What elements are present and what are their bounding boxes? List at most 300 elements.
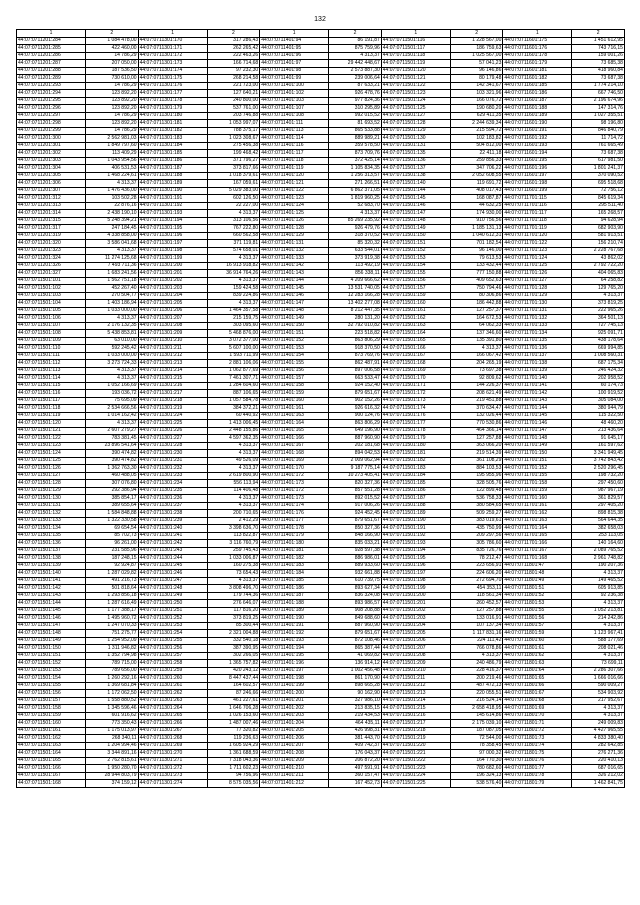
cadastral-number-cell: 44:07:0711501:143 bbox=[17, 592, 86, 600]
cadastral-value-cell: 8 447 437,44 bbox=[207, 675, 260, 683]
cadastral-value-cell: 1 311 946,82 bbox=[86, 645, 139, 653]
cadastral-value-cell: 602 126,50 bbox=[207, 195, 260, 203]
cadastral-value-cell: 4 313,37 bbox=[572, 292, 625, 300]
cadastral-value-cell: 438 178,64 bbox=[572, 337, 625, 345]
cadastral-number-cell: 44:07:0711301:179 bbox=[138, 105, 207, 113]
cadastral-number-cell: 44:07:0711401:128 bbox=[260, 225, 329, 233]
cadastral-value-cell: 187 536,50 bbox=[86, 67, 139, 75]
cadastral-value-cell: 846 840,79 bbox=[572, 127, 625, 135]
cadastral-value-cell: 897 006,58 bbox=[329, 367, 382, 375]
cadastral-value-cell: 147 314,76 bbox=[572, 105, 625, 113]
cadastral-value-cell: 14 786,29 bbox=[86, 82, 139, 90]
cadastral-value-cell: 80 179,48 bbox=[450, 75, 503, 83]
cadastral-value-cell: 219 451,88 bbox=[450, 397, 503, 405]
cadastral-value-cell: 85 320,32 bbox=[329, 240, 382, 248]
cadastral-number-cell: 44:07:0711601:186 bbox=[503, 90, 572, 98]
table-row bbox=[17, 225, 625, 233]
cadastral-value-cell: 695 518,68 bbox=[572, 180, 625, 188]
cadastral-value-cell: 168 087,87 bbox=[450, 195, 503, 203]
cadastral-value-cell: 1 175 013,97 bbox=[86, 727, 139, 735]
cadastral-value-cell: 44 632,25 bbox=[450, 202, 503, 210]
cadastral-number-cell: 44:07:0711501:177 bbox=[381, 420, 450, 428]
table-row bbox=[17, 540, 625, 548]
cadastral-value-cell: 487 472,13 bbox=[450, 682, 503, 690]
cadastral-value-cell: 223 656,91 bbox=[450, 562, 503, 570]
cadastral-value-cell: 1 062 877,69 bbox=[207, 367, 260, 375]
cadastral-value-cell: 133 432,44 bbox=[450, 262, 503, 270]
cadastral-number-cell: 44:07:0711401:144 bbox=[260, 277, 329, 285]
cadastral-number-cell: 44:07:0711601:198 bbox=[503, 180, 572, 188]
cadastral-value-cell: 72 544,00 bbox=[450, 735, 503, 743]
cadastral-value-cell: 3 808 496,70 bbox=[207, 585, 260, 593]
table-row bbox=[17, 82, 625, 90]
cadastral-number-cell: 44:07:0711701:119 bbox=[503, 225, 572, 233]
table-row bbox=[17, 630, 625, 638]
cadastral-value-cell: 767 222,80 bbox=[207, 225, 260, 233]
cadastral-value-cell: 406 531,53 bbox=[86, 165, 139, 173]
cadastral-number-cell: 44:07:0711501:136 bbox=[381, 157, 450, 165]
cadastral-value-cell: 389 655,64 bbox=[86, 502, 139, 510]
cadastral-value-cell: 617 981,50 bbox=[572, 157, 625, 165]
table-row bbox=[17, 232, 625, 240]
cadastral-value-cell: 873 769,76 bbox=[329, 352, 382, 360]
cadastral-number-cell: 44:07:0711301:242 bbox=[138, 540, 207, 548]
cadastral-value-cell: 1 057 584,78 bbox=[207, 397, 260, 405]
cadastral-value-cell: 1 345 596,46 bbox=[86, 705, 139, 713]
cadastral-value-cell: 879 651,67 bbox=[329, 630, 382, 638]
cadastral-value-cell: 43 862,02 bbox=[572, 255, 625, 263]
cadastral-value-cell: 133 016,91 bbox=[450, 615, 503, 623]
table-row bbox=[17, 367, 625, 375]
table-row bbox=[17, 600, 625, 608]
cadastral-number-cell: 44:07:0711301:235 bbox=[138, 487, 207, 495]
cadastral-value-cell: 1 033 000,00 bbox=[86, 307, 139, 315]
cadastral-value-cell: 4 313,37 bbox=[207, 465, 260, 473]
cadastral-number-cell: 44:07:0711801:59 bbox=[503, 630, 572, 638]
cadastral-value-cell: 4 597 362,35 bbox=[207, 435, 260, 443]
cadastral-value-cell: 1 801 241,37 bbox=[572, 165, 625, 173]
cadastral-value-cell: 418 960,84 bbox=[572, 67, 625, 75]
table-row bbox=[17, 345, 625, 353]
cadastral-number-cell: 44:07:0711701:131 bbox=[503, 307, 572, 315]
cadastral-number-cell: 44:07:0711401:95 bbox=[260, 45, 329, 53]
cadastral-value-cell: 863 806,29 bbox=[329, 337, 382, 345]
cadastral-number-cell: 44:07:0711501:217 bbox=[381, 720, 450, 728]
cadastral-value-cell: 164 672,53 bbox=[450, 315, 503, 323]
cadastral-value-cell: 190 680,20 bbox=[450, 105, 503, 113]
cadastral-value-cell: 1 362 763,30 bbox=[86, 465, 139, 473]
cadastral-number-cell: 44:07:0711401:173 bbox=[260, 495, 329, 503]
cadastral-value-cell: 924 152,40 bbox=[329, 382, 382, 390]
cadastral-number-cell: 44:07:0711301:170 bbox=[138, 37, 207, 45]
cadastral-value-cell: 1 369 681,84 bbox=[86, 682, 139, 690]
table-row bbox=[17, 652, 625, 660]
cadastral-value-cell: 208 021,46 bbox=[572, 645, 625, 653]
cadastral-value-cell: 1 487 007,46 bbox=[207, 720, 260, 728]
cadastral-number-cell: 44:07:0711301:211 bbox=[138, 345, 207, 353]
cadastral-value-cell: 452 267,40 bbox=[86, 285, 139, 293]
cadastral-number-cell: 44:07:0711501:103 bbox=[17, 292, 86, 300]
cadastral-number-cell: 44:07:0711501:185 bbox=[381, 480, 450, 488]
cadastral-value-cell: 223 518,82 bbox=[329, 330, 382, 338]
cadastral-value-cell: 208 621,49 bbox=[450, 390, 503, 398]
cadastral-value-cell: 404 065,83 bbox=[572, 270, 625, 278]
cadastral-number-cell: 44:07:0711401:132 bbox=[260, 247, 329, 255]
cadastral-number-cell: 44:07:0711501:125 bbox=[17, 457, 86, 465]
cadastral-number-cell: 44:07:0711301:172 bbox=[138, 52, 207, 60]
cadastral-number-cell: 44:07:0711801:57 bbox=[503, 622, 572, 630]
cadastral-value-cell: 127 257,88 bbox=[450, 435, 503, 443]
cadastral-number-cell: 44:07:0711301:254 bbox=[138, 630, 207, 638]
cadastral-number-cell: 44:07:0711401:195 bbox=[260, 652, 329, 660]
cadastral-number-cell: 44:07:0711501:131 bbox=[381, 142, 450, 150]
cadastral-value-cell: 271 266,51 bbox=[329, 180, 382, 188]
cadastral-value-cell: 987 967,19 bbox=[572, 487, 625, 495]
table-row bbox=[17, 577, 625, 585]
cadastral-number-cell: 44:07:0711401:182 bbox=[260, 555, 329, 563]
cadastral-value-cell: 123 892,20 bbox=[86, 120, 139, 128]
cadastral-number-cell: 44:07:0711301:180 bbox=[138, 112, 207, 120]
cadastral-value-cell: 4 313,37 bbox=[207, 495, 260, 503]
cadastral-value-cell: 270 504,77 bbox=[86, 292, 139, 300]
cadastral-value-cell: 200 219,46 bbox=[450, 675, 503, 683]
cadastral-number-cell: 44:07:0711501:188 bbox=[381, 502, 450, 510]
cadastral-value-cell: 601 916,62 bbox=[86, 712, 139, 720]
cadastral-value-cell: 303 095,60 bbox=[207, 322, 260, 330]
cadastral-number-cell: 44:07:0711801:74 bbox=[503, 742, 572, 750]
cadastral-number-cell: 44:07:0711501:167 bbox=[381, 352, 450, 360]
cadastral-value-cell: 103 321,96 bbox=[450, 90, 503, 98]
cadastral-number-cell: 44:07:0711401:210 bbox=[260, 765, 329, 773]
cadastral-value-cell: 8 575 035,56 bbox=[207, 780, 260, 788]
cadastral-number-cell: 44:07:0711301:252 bbox=[138, 615, 207, 623]
table-row bbox=[17, 292, 625, 300]
cadastral-value-cell: 166 067,42 bbox=[450, 352, 503, 360]
cadastral-number-cell: 44:07:0711701:161 bbox=[503, 502, 572, 510]
cadastral-value-cell: 253 113,05 bbox=[572, 532, 625, 540]
cadastral-number-cell: 44:07:0711801:72 bbox=[503, 727, 572, 735]
cadastral-number-cell: 44:07:0711601:187 bbox=[503, 97, 572, 105]
cadastral-value-cell: 849 688,60 bbox=[329, 615, 382, 623]
cadastral-number-cell: 44:07:0711501:196 bbox=[381, 562, 450, 570]
cadastral-value-cell: 382 658,03 bbox=[572, 525, 625, 533]
cadastral-number-cell: 44:07:0711201:289 bbox=[17, 75, 86, 83]
table-row bbox=[17, 60, 625, 68]
cadastral-value-cell: 385 854,17 bbox=[86, 495, 139, 503]
cadastral-number-cell: 44:07:0711501:201 bbox=[381, 600, 450, 608]
cadastral-value-cell: 262 265,42 bbox=[207, 45, 260, 53]
cadastral-number-cell: 44:07:0711501:159 bbox=[381, 292, 450, 300]
table-row bbox=[17, 300, 625, 308]
cadastral-value-cell: 90 162,90 bbox=[329, 690, 382, 698]
cadastral-number-cell: 44:07:0711301:240 bbox=[138, 525, 207, 533]
cadastral-value-cell: 297 405,20 bbox=[572, 502, 625, 510]
cadastral-number-cell: 44:07:0711501:147 bbox=[17, 622, 86, 630]
cadastral-number-cell: 44:07:0711501:216 bbox=[381, 712, 450, 720]
cadastral-number-cell: 44:07:0711301:209 bbox=[138, 330, 207, 338]
table-row bbox=[17, 45, 625, 53]
cadastral-value-cell: 2 009 062,94 bbox=[329, 457, 382, 465]
cadastral-value-cell: 96 261,00 bbox=[86, 540, 139, 548]
cadastral-number-cell: 44:07:0711401:113 bbox=[260, 127, 329, 135]
cadastral-number-cell: 44:07:0711701:145 bbox=[503, 412, 572, 420]
cadastral-value-cell: 1 027 355,51 bbox=[572, 112, 625, 120]
table-row bbox=[17, 262, 625, 270]
cadastral-number-cell: 44:07:0711401:166 bbox=[260, 435, 329, 443]
cadastral-value-cell: 454 353,11 bbox=[450, 585, 503, 593]
cadastral-number-cell: 44:07:0711201:315 bbox=[17, 217, 86, 225]
cadastral-value-cell: 280 131,20 bbox=[329, 315, 382, 323]
cadastral-value-cell: 69 654,54 bbox=[86, 525, 139, 533]
cadastral-number-cell: 44:07:0711501:214 bbox=[381, 697, 450, 705]
cadastral-number-cell: 44:07:0711701:143 bbox=[503, 397, 572, 405]
cadastral-number-cell: 44:07:0711301:202 bbox=[138, 277, 207, 285]
cadastral-value-cell: 6 862 371,05 bbox=[329, 187, 382, 195]
cadastral-number-cell: 44:07:0711301:272 bbox=[138, 765, 207, 773]
cadastral-value-cell: 85 702,73 bbox=[86, 532, 139, 540]
cadastral-value-cell: 1 123 967,41 bbox=[572, 630, 625, 638]
cadastral-number-cell: 44:07:0711501:106 bbox=[17, 315, 86, 323]
cadastral-value-cell: 164 602,57 bbox=[207, 682, 260, 690]
cadastral-number-cell: 44:07:0711401:147 bbox=[260, 300, 329, 308]
cadastral-number-cell: 44:07:0711501:168 bbox=[17, 780, 86, 788]
cadastral-value-cell: 310 295,89 bbox=[329, 105, 382, 113]
cadastral-number-cell: 44:07:0711401:180 bbox=[260, 540, 329, 548]
cadastral-number-cell: 44:07:0711701:146 bbox=[503, 420, 572, 428]
cadastral-number-cell: 44:07:0711801:56 bbox=[503, 615, 572, 623]
cadastral-number-cell: 44:07:0711501:136 bbox=[17, 540, 86, 548]
table-row bbox=[17, 727, 625, 735]
cadastral-value-cell: 64 258,82 bbox=[572, 277, 625, 285]
cadastral-number-cell: 44:07:0711501:137 bbox=[17, 547, 86, 555]
cadastral-number-cell: 44:07:0711201:298 bbox=[17, 120, 86, 128]
cadastral-value-cell: 857 551,28 bbox=[329, 487, 382, 495]
table-row bbox=[17, 720, 625, 728]
cadastral-value-cell: 751 275,77 bbox=[86, 630, 139, 638]
cadastral-number-cell: 44:07:0711301:262 bbox=[138, 690, 207, 698]
cadastral-value-cell: 190 207,36 bbox=[572, 562, 625, 570]
cadastral-number-cell: 44:07:0711501:152 bbox=[17, 660, 86, 668]
cadastral-value-cell: 85 300,44 bbox=[207, 622, 260, 630]
header-col-1: 1 bbox=[260, 30, 329, 38]
cadastral-value-cell: 140 164,60 bbox=[572, 540, 625, 548]
table-row bbox=[17, 397, 625, 405]
cadastral-number-cell: 44:07:0711501:133 bbox=[17, 517, 86, 525]
cadastral-value-cell: 1 711 602,23 bbox=[207, 765, 260, 773]
cadastral-value-cell: 788 375,17 bbox=[207, 127, 260, 135]
cadastral-value-cell: 127 257,88 bbox=[450, 607, 503, 615]
cadastral-number-cell: 44:07:0711701:148 bbox=[503, 435, 572, 443]
cadastral-value-cell: 259 856,33 bbox=[450, 157, 503, 165]
cadastral-value-cell: 4 338 858,00 bbox=[86, 232, 139, 240]
cadastral-number-cell: 44:07:0711201:307 bbox=[17, 187, 86, 195]
cadastral-number-cell: 44:07:0711301:177 bbox=[138, 90, 207, 98]
cadastral-value-cell: 908 208,88 bbox=[329, 607, 382, 615]
table-row bbox=[17, 180, 625, 188]
cadastral-value-cell: 276 646,07 bbox=[207, 600, 260, 608]
cadastral-value-cell: 305 786,60 bbox=[450, 540, 503, 548]
cadastral-value-cell: 57 041,23 bbox=[450, 60, 503, 68]
table-row bbox=[17, 127, 625, 135]
cadastral-value-cell: 371 796,27 bbox=[207, 157, 260, 165]
cadastral-number-cell: 44:07:0711301:208 bbox=[138, 322, 207, 330]
cadastral-number-cell: 44:07:0711301:175 bbox=[138, 75, 207, 83]
cadastral-number-cell: 44:07:0711501:154 bbox=[381, 262, 450, 270]
cadastral-number-cell: 44:07:0711501:112 bbox=[17, 360, 86, 368]
cadastral-value-cell: 78 212,47 bbox=[450, 555, 503, 563]
cadastral-value-cell: 894 042,53 bbox=[329, 450, 382, 458]
cadastral-number-cell: 44:07:0711401:193 bbox=[260, 637, 329, 645]
table-row bbox=[17, 322, 625, 330]
cadastral-number-cell: 44:07:0711701:152 bbox=[503, 465, 572, 473]
cadastral-number-cell: 44:07:0711501:218 bbox=[381, 727, 450, 735]
cadastral-number-cell: 44:07:0711301:216 bbox=[138, 382, 207, 390]
cadastral-value-cell: 94 628,94 bbox=[572, 217, 625, 225]
table-row bbox=[17, 375, 625, 383]
cadastral-value-cell: 276 271,36 bbox=[572, 750, 625, 758]
cadastral-number-cell: 44:07:0711801:51 bbox=[503, 585, 572, 593]
cadastral-number-cell: 44:07:0711501:151 bbox=[17, 652, 86, 660]
cadastral-value-cell: 7 493 711,36 bbox=[86, 262, 139, 270]
cadastral-value-cell: 497 591,91 bbox=[329, 765, 382, 773]
cadastral-value-cell: 743 716,15 bbox=[572, 45, 625, 53]
cadastral-value-cell: 22 227,00 bbox=[207, 202, 260, 210]
cadastral-number-cell: 44:07:0711701:117 bbox=[503, 210, 572, 218]
cadastral-number-cell: 44:07:0711301:253 bbox=[138, 622, 207, 630]
cadastral-number-cell: 44:07:0711701:139 bbox=[503, 367, 572, 375]
cadastral-value-cell: 4 313,37 bbox=[207, 210, 260, 218]
cadastral-value-cell: 865 387,44 bbox=[329, 645, 382, 653]
cadastral-number-cell: 44:07:0711501:207 bbox=[381, 645, 450, 653]
cadastral-number-cell: 44:07:0711301:186 bbox=[138, 157, 207, 165]
cadastral-number-cell: 44:07:0711501:174 bbox=[381, 405, 450, 413]
cadastral-value-cell: 4 313,37 bbox=[86, 180, 139, 188]
cadastral-value-cell: 863 806,29 bbox=[329, 420, 382, 428]
cadastral-number-cell: 44:07:0711501:225 bbox=[381, 780, 450, 788]
cadastral-number-cell: 44:07:0711201:326 bbox=[17, 262, 86, 270]
cadastral-value-cell: 3 586 041,68 bbox=[86, 240, 139, 248]
cadastral-number-cell: 44:07:0711401:150 bbox=[260, 322, 329, 330]
cadastral-number-cell: 44:07:0711801:47 bbox=[503, 562, 572, 570]
cadastral-number-cell: 44:07:0711301:250 bbox=[138, 600, 207, 608]
cadastral-number-cell: 44:07:0711301:190 bbox=[138, 187, 207, 195]
page-number: 132 bbox=[314, 16, 326, 23]
cadastral-value-cell: 422 460,00 bbox=[86, 45, 139, 53]
table-row bbox=[17, 352, 625, 360]
cadastral-number-cell: 44:07:0711401:169 bbox=[260, 457, 329, 465]
cadastral-value-cell: 917 006,26 bbox=[329, 502, 382, 510]
cadastral-value-cell: 149 465,52 bbox=[572, 577, 625, 585]
cadastral-number-cell: 44:07:0711401:206 bbox=[260, 735, 329, 743]
cadastral-number-cell: 44:07:0711501:138 bbox=[17, 555, 86, 563]
table-row bbox=[17, 97, 625, 105]
cadastral-number-cell: 44:07:0711401:149 bbox=[260, 315, 329, 323]
cadastral-number-cell: 44:07:0711601:178 bbox=[503, 52, 572, 60]
table-row bbox=[17, 330, 625, 338]
cadastral-value-cell: 295 511,40 bbox=[572, 202, 625, 210]
cadastral-number-cell: 44:07:0711401:146 bbox=[260, 292, 329, 300]
cadastral-value-cell: 893 986,57 bbox=[329, 600, 382, 608]
cadastral-number-cell: 44:07:0711501:159 bbox=[17, 712, 86, 720]
cadastral-number-cell: 44:07:0711601:182 bbox=[503, 75, 572, 83]
cadastral-value-cell: 73 697,38 bbox=[450, 367, 503, 375]
cadastral-value-cell: 117 816,20 bbox=[207, 607, 260, 615]
cadastral-number-cell: 44:07:0711301:217 bbox=[138, 390, 207, 398]
cadastral-number-cell: 44:07:0711501:163 bbox=[17, 742, 86, 750]
cadastral-number-cell: 44:07:0711501:134 bbox=[17, 525, 86, 533]
cadastral-value-cell: 534 903,92 bbox=[572, 690, 625, 698]
cadastral-value-cell: 8 212 447,35 bbox=[329, 307, 382, 315]
cadastral-number-cell: 44:07:0711401:164 bbox=[260, 420, 329, 428]
cadastral-number-cell: 44:07:0711701:166 bbox=[503, 540, 572, 548]
cadastral-value-cell: 4 313,37 bbox=[572, 622, 625, 630]
cadastral-number-cell: 44:07:0711301:173 bbox=[138, 60, 207, 68]
cadastral-number-cell: 44:07:0711301:171 bbox=[138, 45, 207, 53]
cadastral-value-cell: 219 514,39 bbox=[450, 450, 503, 458]
cadastral-value-cell: 390 474,82 bbox=[86, 457, 139, 465]
cadastral-value-cell: 1 256 313,57 bbox=[329, 172, 382, 180]
cadastral-value-cell: 4 313,37 bbox=[86, 247, 139, 255]
cadastral-number-cell: 44:07:0711301:191 bbox=[138, 195, 207, 203]
cadastral-value-cell: 1 413 006,45 bbox=[207, 420, 260, 428]
cadastral-number-cell: 44:07:0711501:170 bbox=[381, 375, 450, 383]
cadastral-number-cell: 44:07:0711501:131 bbox=[17, 502, 86, 510]
cadastral-number-cell: 44:07:0711501:192 bbox=[381, 532, 450, 540]
cadastral-value-cell: 167 452,73 bbox=[329, 780, 382, 788]
cadastral-value-cell: 926 479,76 bbox=[329, 225, 382, 233]
cadastral-number-cell: 44:07:0711701:115 bbox=[503, 195, 572, 203]
cadastral-value-cell: 14 786,29 bbox=[86, 52, 139, 60]
cadastral-number-cell: 44:07:0711201:303 bbox=[17, 157, 86, 165]
cadastral-value-cell: 307 076,80 bbox=[86, 480, 139, 488]
cadastral-value-cell: 408 017,43 bbox=[450, 187, 503, 195]
cadastral-value-cell: 136 914,12 bbox=[329, 660, 382, 668]
cadastral-number-cell: 44:07:0711401:173 bbox=[260, 480, 329, 488]
cadastral-value-cell: 5 607 100,00 bbox=[207, 345, 260, 353]
cadastral-value-cell: 196 324,13 bbox=[450, 772, 503, 780]
cadastral-value-cell: 932 661,88 bbox=[329, 570, 382, 578]
cadastral-number-cell: 44:07:0711701:133 bbox=[503, 322, 572, 330]
cadastral-value-cell: 73 654,43 bbox=[207, 570, 260, 578]
cadastral-value-cell: 770 530,86 bbox=[450, 420, 503, 428]
cadastral-value-cell: 1 014 162,42 bbox=[86, 412, 139, 420]
cadastral-value-cell: 409 652,63 bbox=[450, 277, 503, 285]
cadastral-value-cell: 166 714,68 bbox=[207, 60, 260, 68]
cadastral-number-cell: 44:07:0711401:151 bbox=[260, 330, 329, 338]
cadastral-number-cell: 44:07:0711401:156 bbox=[260, 367, 329, 375]
cadastral-value-cell: 363 066,20 bbox=[450, 442, 503, 450]
cadastral-number-cell: 44:07:0711301:228 bbox=[138, 442, 207, 450]
cadastral-value-cell: 2 792 722,20 bbox=[572, 262, 625, 270]
cadastral-number-cell: 44:07:0711701:137 bbox=[503, 352, 572, 360]
cadastral-number-cell: 44:07:0711601:196 bbox=[503, 165, 572, 173]
cadastral-number-cell: 44:07:0711501:101 bbox=[17, 277, 86, 285]
cadastral-number-cell: 44:07:0711401:200 bbox=[260, 690, 329, 698]
table-row bbox=[17, 682, 625, 690]
cadastral-number-cell: 44:07:0711501:181 bbox=[381, 450, 450, 458]
cadastral-value-cell: 2 534 666,56 bbox=[86, 405, 139, 413]
table-row bbox=[17, 307, 625, 315]
cadastral-number-cell: 44:07:0711401:131 bbox=[260, 240, 329, 248]
cadastral-number-cell: 44:07:0711501:156 bbox=[381, 277, 450, 285]
cadastral-value-cell: 92 809,62 bbox=[450, 375, 503, 383]
cadastral-value-cell: 649 196,90 bbox=[329, 427, 382, 435]
cadastral-number-cell: 44:07:0711501:198 bbox=[381, 577, 450, 585]
cadastral-number-cell: 44:07:0711501:208 bbox=[381, 652, 450, 660]
cadastral-number-cell: 44:07:0711701:150 bbox=[503, 450, 572, 458]
cadastral-number-cell: 44:07:0711501:126 bbox=[17, 465, 86, 473]
cadastral-value-cell: 373 819,25 bbox=[207, 615, 260, 623]
